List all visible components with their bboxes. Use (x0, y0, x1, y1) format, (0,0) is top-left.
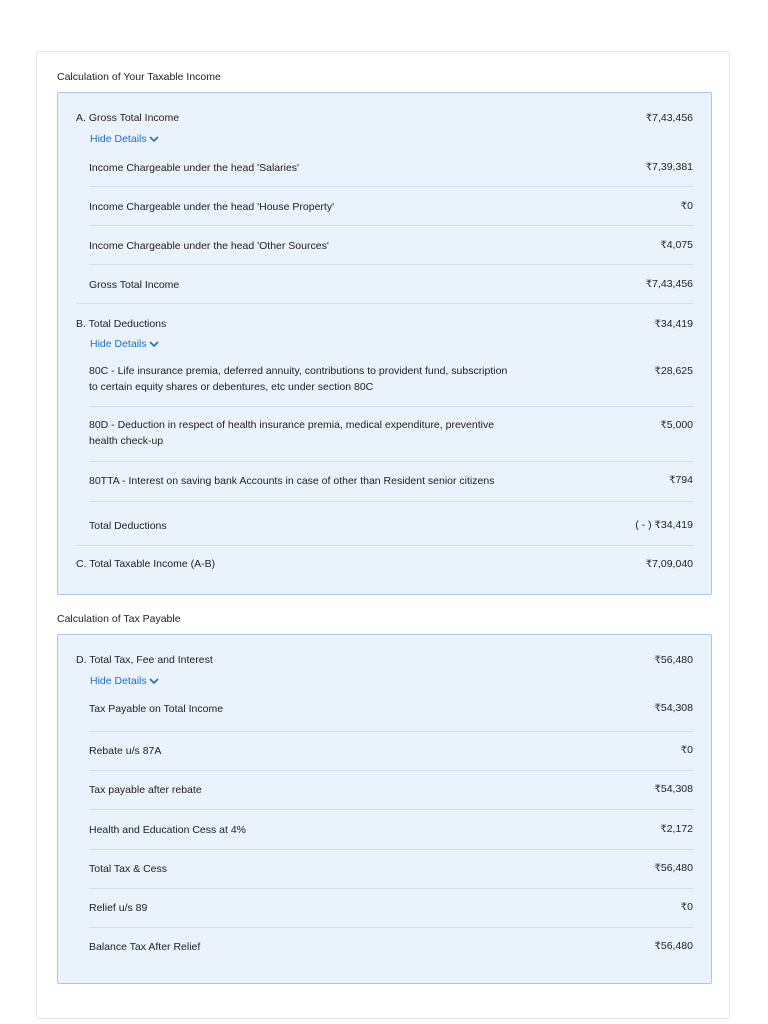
divider (89, 731, 693, 732)
taxable-income-box (57, 92, 712, 595)
detail-value: ₹0 (680, 744, 693, 756)
rupee-icon: ₹ (645, 113, 653, 124)
divider (89, 461, 693, 462)
chevron-down-icon (149, 341, 159, 348)
hide-details-toggle-a[interactable]: Hide Details (90, 133, 159, 145)
detail-value: ₹0 (680, 200, 693, 212)
divider (89, 225, 693, 226)
total-tax-heading: D. Total Tax, Fee and Interest (76, 654, 213, 666)
detail-value: ₹7,39,381 (645, 161, 693, 173)
detail-value: ₹4,075 (660, 239, 693, 251)
divider (89, 849, 693, 850)
chevron-down-icon (149, 678, 159, 685)
detail-value: ₹0 (680, 901, 693, 913)
detail-label: Relief u/s 89 (89, 902, 148, 914)
detail-label: Gross Total Income (89, 279, 180, 291)
rupee-icon: ₹ (654, 863, 661, 874)
detail-label: 80TTA - Interest on saving bank Accounts in case of other than Resident senior citizens (89, 475, 495, 487)
gross-total-income-value: ₹7,43,456 (645, 112, 693, 124)
detail-label: Income Chargeable under the head 'Salaries' (89, 162, 300, 174)
detail-value: ₹54,308 (654, 783, 693, 795)
detail-value: ₹5,000 (660, 419, 693, 431)
detail-value: ₹56,480 (654, 940, 693, 952)
divider (76, 303, 693, 304)
rupee-icon: ₹ (645, 162, 653, 173)
divider (89, 501, 693, 502)
section-title-tax-payable: Calculation of Tax Payable (57, 613, 181, 625)
detail-value: ₹56,480 (654, 862, 693, 874)
chevron-down-icon (149, 136, 159, 143)
tax-computation-panel (36, 51, 730, 1019)
detail-label: Tax Payable on Total Income (89, 703, 224, 715)
hide-details-toggle-d[interactable]: Hide Details (90, 675, 159, 687)
detail-label: Tax payable after rebate (89, 784, 202, 796)
tax-payable-box (57, 634, 712, 984)
divider (89, 809, 693, 810)
divider (89, 888, 693, 889)
detail-value: ₹28,625 (654, 365, 693, 377)
rupee-icon: ₹ (660, 420, 667, 431)
total-taxable-income-value: ₹7,09,040 (645, 558, 693, 570)
section-title-taxable-income: Calculation of Your Taxable Income (57, 71, 221, 83)
gross-total-income-heading: A. Gross Total Income (76, 112, 180, 124)
rupee-icon: ₹ (680, 201, 688, 212)
detail-label: 80C - Life insurance premia, deferred annuity, contributions to provident fund, subscription to certain equity shares or debentures, etc under section 80C (89, 365, 508, 393)
rupee-icon: ₹ (654, 784, 661, 795)
divider (89, 770, 693, 771)
hide-details-toggle-b[interactable]: Hide Details (90, 338, 159, 350)
rupee-icon: ₹ (660, 240, 667, 251)
rupee-icon: ₹ (654, 366, 661, 377)
detail-label: Total Tax & Cess (89, 863, 168, 875)
divider (89, 186, 693, 187)
rupee-icon: ₹ (645, 559, 653, 570)
rupee-icon: ₹ (680, 902, 688, 913)
divider (76, 545, 693, 546)
rupee-icon: ₹ (654, 703, 661, 714)
total-tax-value: ₹56,480 (654, 654, 693, 666)
divider (89, 406, 693, 407)
total-taxable-income-heading: C. Total Taxable Income (A-B) (76, 558, 216, 570)
detail-label: Income Chargeable under the head 'House Property' (89, 201, 335, 213)
rupee-icon: ₹ (669, 475, 676, 486)
detail-value: ₹54,308 (654, 702, 693, 714)
detail-label: Health and Education Cess at 4% (89, 824, 247, 836)
detail-label: 80D - Deduction in respect of health insurance premia, medical expenditure, preventive health check-up (89, 419, 495, 447)
rupee-icon: ₹ (660, 824, 667, 835)
rupee-icon: ₹ (645, 279, 653, 290)
detail-label: Total Deductions (89, 520, 167, 532)
total-deductions-value: ₹34,419 (654, 318, 693, 330)
rupee-icon: ₹ (654, 655, 661, 666)
rupee-icon: ₹ (654, 941, 661, 952)
rupee-icon: ₹ (680, 745, 688, 756)
rupee-icon: ₹ (654, 319, 661, 330)
detail-value: ₹7,43,456 (645, 278, 693, 290)
rupee-icon: ₹ (654, 520, 661, 531)
divider (89, 264, 693, 265)
divider (89, 927, 693, 928)
detail-value: ₹2,172 (660, 823, 693, 835)
detail-label: Income Chargeable under the head 'Other Sources' (89, 240, 329, 252)
detail-label: Balance Tax After Relief (89, 941, 201, 953)
detail-value: ( - ) ₹34,419 (635, 519, 693, 531)
detail-value: ₹794 (669, 474, 693, 486)
total-deductions-heading: B. Total Deductions (76, 318, 167, 330)
detail-label: Rebate u/s 87A (89, 745, 162, 757)
